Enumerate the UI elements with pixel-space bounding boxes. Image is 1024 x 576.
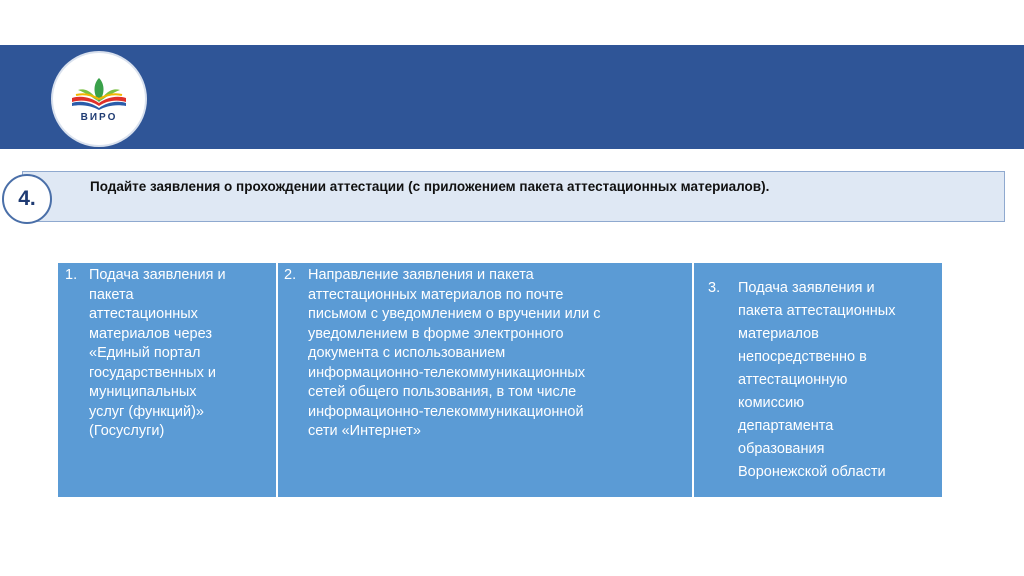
submission-options (57, 262, 943, 498)
option-text: Направление заявления и пакета аттестационных материалов по почте письмом с уведомлением о вручении или с уведомлением в форме электронного документа с использованием информационно-телекоммуникационных сетей общего пользования, в том числе информационно-телекоммуникационной сети «Интернет» (308, 267, 601, 439)
logo-text: ВИРО (80, 111, 118, 123)
step-number-badge: 4. (2, 174, 52, 224)
option-number: 2. (284, 267, 297, 283)
option-card-mail (276, 263, 692, 497)
header-band (0, 45, 1024, 149)
option-card-in-person (692, 263, 942, 497)
option-card-portal (58, 263, 276, 497)
step-instruction: Подайте заявления о прохождении аттестации (с приложением пакета аттестационных материалов). (90, 179, 770, 194)
option-number: 1. (65, 267, 78, 283)
viro-logo (53, 53, 145, 145)
option-number: 3. (708, 280, 721, 296)
option-text: Подача заявления и пакета аттестационных материалов непосредственно в аттестационную комиссию департамента образования Воронежской области (738, 280, 896, 480)
option-text: Подача заявления и пакета аттестационных материалов через «Единый портал государственных и муниципальных услуг (функций)» (Госуслуги) (89, 267, 226, 439)
book-leaf-icon (66, 76, 132, 110)
